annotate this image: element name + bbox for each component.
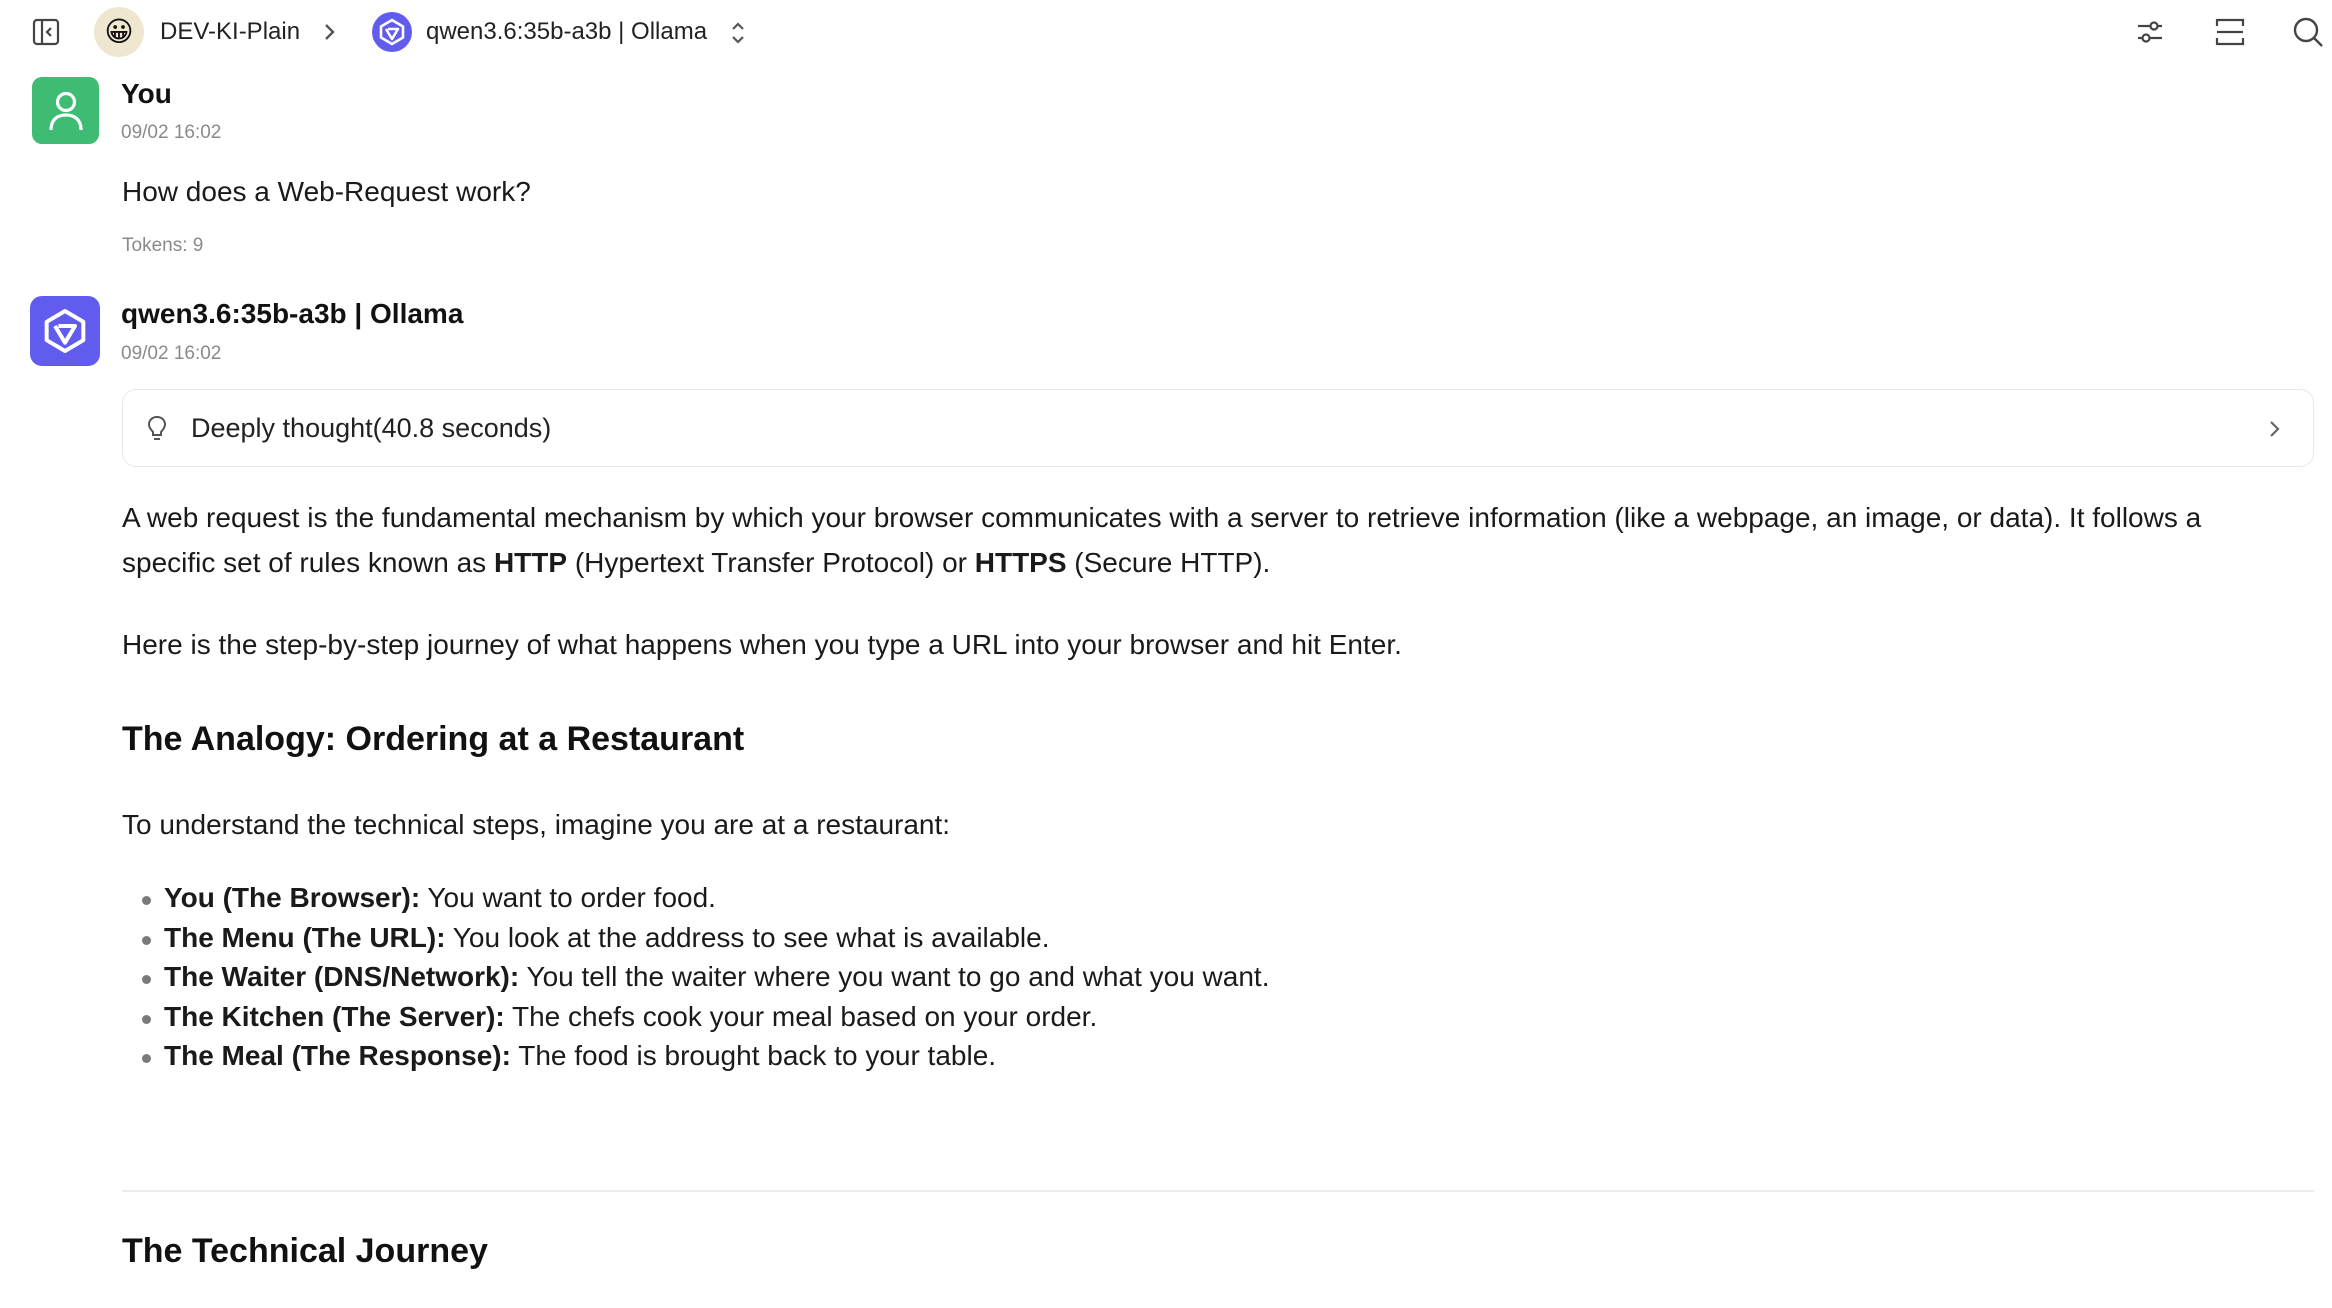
user-message-text: How does a Web-Request work? xyxy=(122,176,531,207)
expand-icon[interactable] xyxy=(2206,8,2254,56)
intro-text: specific set of rules known as xyxy=(122,547,494,578)
section-divider xyxy=(122,1190,2314,1192)
http-term: HTTP xyxy=(493,547,568,578)
user-name: You xyxy=(121,78,172,109)
analogy-intro: To understand the technical steps, imagine you are at a restaurant: xyxy=(122,809,951,840)
list-item-desc: You want to order food. xyxy=(420,882,716,913)
agent-name[interactable]: DEV-KI-Plain xyxy=(160,18,301,45)
model-avatar xyxy=(30,296,100,366)
intro-text: (Secure HTTP). xyxy=(1066,547,1271,578)
intro-paragraph-line-1: A web request is the fundamental mechanism by which your browser communicates with a server to retrieve information (like a webpage, an image, or data). It follows a xyxy=(122,502,2202,533)
thought-collapsible[interactable] xyxy=(122,389,2314,467)
token-count: Tokens: 9 xyxy=(122,235,204,256)
sliders-icon[interactable] xyxy=(2126,8,2174,56)
agent-avatar[interactable] xyxy=(94,7,144,57)
intro-paragraph-line-2 xyxy=(122,540,2272,585)
list-item-desc: The chefs cook your meal based on your order. xyxy=(504,1001,1098,1032)
assistant-name: qwen3.6:35b-a3b | Ollama xyxy=(121,298,464,329)
journey-intro: Here is the step-by-step journey of what happens when you type a URL into your browser and hit Enter. xyxy=(122,629,1402,660)
thought-label: Deeply thought(40.8 seconds) xyxy=(191,413,552,443)
list-item-desc: You look at the address to see what is available. xyxy=(445,922,1050,953)
list-item-term: The Waiter (DNS/Network): xyxy=(164,961,520,992)
intro-text: (Hypertext Transfer Protocol) or xyxy=(567,547,975,578)
assistant-message-time: 09/02 16:02 xyxy=(121,343,222,364)
list-item-term: The Menu (The URL): xyxy=(164,922,446,953)
technical-journey-heading: The Technical Journey xyxy=(122,1232,488,1270)
list-item-desc: You tell the waiter where you want to go and what you want. xyxy=(519,961,1270,992)
chevron-right-icon xyxy=(2265,415,2285,443)
https-term: HTTPS xyxy=(974,547,1067,578)
user-avatar xyxy=(32,77,99,144)
chevron-up-down-icon[interactable] xyxy=(726,18,750,48)
agent-emoji: 😀 xyxy=(104,16,134,47)
model-selector-label[interactable]: qwen3.6:35b-a3b | Ollama xyxy=(426,18,708,45)
lightbulb-icon xyxy=(143,414,171,444)
list-item-term: The Meal (The Response): xyxy=(164,1040,511,1071)
search-icon[interactable] xyxy=(2284,8,2332,56)
analogy-heading: The Analogy: Ordering at a Restaurant xyxy=(122,720,745,758)
top-bar xyxy=(0,0,2332,64)
user-message-time: 09/02 16:02 xyxy=(121,122,222,143)
chevron-right-icon xyxy=(318,16,342,48)
list-item-term: You (The Browser): xyxy=(164,882,421,913)
model-logo-icon[interactable] xyxy=(372,12,412,52)
list-item-desc: The food is brought back to your table. xyxy=(510,1040,997,1071)
list-item-term: The Kitchen (The Server): xyxy=(164,1001,505,1032)
sidebar-toggle-icon[interactable] xyxy=(22,8,70,56)
